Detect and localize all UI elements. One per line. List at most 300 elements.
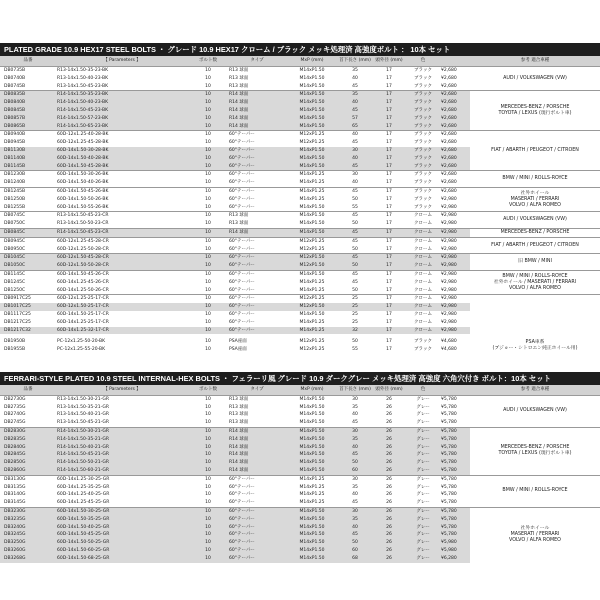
length: 40 — [338, 131, 372, 139]
price: ¥5,780 — [440, 451, 470, 459]
part-number: DB3240G — [0, 524, 56, 532]
length: 30 — [338, 428, 372, 436]
thread-size: M14xP1.50 — [286, 428, 338, 436]
bolt-type: R14 球面 — [228, 459, 286, 467]
part-number: DB3268G — [0, 555, 56, 563]
price: ¥6,280 — [440, 555, 470, 563]
price: ¥2,980 — [440, 303, 470, 311]
bolt-type: R13 球面 — [229, 75, 249, 81]
length: 40 — [338, 524, 372, 532]
bolt-type: 60°テーパー — [228, 131, 286, 139]
parameters: 60D-14x1.25-50-26-CR — [57, 287, 109, 293]
length: 45 — [338, 531, 372, 539]
parameters: 60D-14x1.50-68-25-GR — [56, 555, 188, 563]
length: 45 — [338, 451, 372, 459]
thread-size: M14xP1.50 — [286, 467, 338, 475]
table-row — [0, 475, 600, 483]
bolt-type: PSA座面 — [229, 347, 247, 353]
thread-size: M12xP1.50 — [286, 303, 338, 311]
price: ¥2,980 — [441, 221, 457, 227]
thread-size: M14xP1.25 — [299, 196, 325, 202]
bolt-type: R14 球面 — [228, 107, 286, 115]
bolt-color: グレー — [406, 451, 440, 459]
price-header — [440, 56, 470, 67]
bolt-color: ブラック — [414, 196, 432, 202]
head-diameter: 17 — [372, 171, 406, 179]
parameters: R14-14x1.50-45-23-BK — [56, 107, 188, 115]
head-diameter: 26 — [372, 547, 406, 555]
length: 50 — [352, 221, 358, 227]
part-number: DB0735B — [4, 68, 26, 73]
part-number: DB1950B — [4, 339, 26, 345]
price-header — [440, 385, 470, 396]
length: 45 — [338, 187, 372, 195]
thread-size: M14xP1.50 — [286, 115, 338, 123]
length: 40 — [352, 412, 358, 418]
length: 50 — [352, 339, 358, 345]
bolt-count: 10 — [205, 420, 211, 426]
application-cell: BMW / MINI / ROLLS-ROYCE — [470, 475, 600, 507]
bolt-color: グレー — [416, 396, 430, 402]
parameters: R14-14x1.50-60-21-GR — [56, 467, 188, 475]
head-diameter: 17 — [386, 287, 392, 293]
bolt-type: 60°テーパー — [228, 147, 286, 155]
bolt-color: グレー — [406, 539, 440, 547]
head-diameter: 26 — [372, 508, 406, 516]
bolt-type: PSA座面 — [229, 339, 247, 345]
thread-size: M14xP1.50 — [286, 155, 338, 163]
bolt-count: 10 — [188, 508, 228, 516]
price: ¥2,980 — [440, 327, 470, 335]
thread-size: M14xP1.50 — [286, 228, 338, 237]
length: 45 — [352, 279, 358, 285]
length: 65 — [338, 123, 372, 131]
parameters: R14-14x1.50-50-21-GR — [56, 459, 188, 467]
length: 55 — [352, 204, 358, 210]
thread-size: M14xP1.25 — [299, 492, 325, 498]
application-cell: BMW / MINI / ROLLS-ROYCE 社外ホイール / MASERATI / FERRARI VOLVO / ALFA ROMEO — [470, 270, 600, 294]
head-diameter: 17 — [372, 327, 406, 335]
head-diameter: 17 — [372, 99, 406, 107]
application-header: 参考 適合車種 — [470, 56, 600, 67]
length: 55 — [352, 347, 358, 353]
bolt-color: ブラック — [406, 163, 440, 171]
bolt-count: 10 — [205, 484, 211, 490]
bolt-count: 10 — [205, 196, 211, 202]
price: ¥5,780 — [441, 420, 457, 426]
head-diameter: 17 — [372, 237, 406, 245]
head-diameter: 17 — [372, 147, 406, 155]
head-diameter: 17 — [372, 115, 406, 123]
parameters: R14-14x1.50-57-23-BK — [56, 115, 188, 123]
head-diameter-header: 頭外径 (mm) — [372, 385, 406, 396]
head-diameter: 26 — [372, 467, 406, 475]
bolt-type: 60°テーパー — [228, 555, 286, 563]
part-number: DB1017C25 — [0, 303, 56, 311]
length: 35 — [352, 404, 358, 410]
application-cell: FIAT / ABARTH / PEUGEOT / CITROEN — [470, 237, 600, 254]
bolt-count: 10 — [205, 319, 211, 325]
parameters: 60D-14x1.50-40-26-BK — [57, 180, 109, 186]
bolt-color: ブラック — [414, 68, 432, 73]
bolt-color: ブラック — [414, 140, 432, 146]
price: ¥2,980 — [441, 311, 457, 317]
bolt-count-header: ボルト数 — [188, 56, 228, 67]
thread-size: M14xP1.50 — [299, 311, 325, 317]
price: ¥2,980 — [441, 196, 457, 202]
head-diameter: 17 — [386, 204, 392, 210]
part-number: DB0865B — [0, 123, 56, 131]
bolt-type: 60°テーパー — [228, 475, 286, 483]
bolt-count: 10 — [205, 204, 211, 210]
price: ¥5,780 — [440, 428, 470, 436]
parameters: 60D-14x1.50-40-28-BK — [56, 155, 188, 163]
table-row — [0, 171, 600, 179]
bolt-count: 10 — [188, 436, 228, 444]
price: ¥2,980 — [440, 237, 470, 245]
application-cell: MERCEDES-BENZ / PORSCHE TOYOTA / LEXUS (現行ボルト車) — [470, 91, 600, 131]
thread-size: M14xP1.50 — [299, 83, 325, 89]
table-row — [0, 212, 600, 220]
bolt-count-header: ボルト数 — [188, 385, 228, 396]
length: 35 — [338, 436, 372, 444]
bolt-type: 60°テーパー — [228, 262, 286, 270]
thread-size: M14xP1.50 — [286, 524, 338, 532]
parameters: 60D-14x1.25-30-25-GR — [56, 475, 188, 483]
thread-size: M12xP1.25 — [299, 347, 325, 353]
parameters: R14-14x1.50-40-23-BK — [56, 99, 188, 107]
thread-size: M14xP1.25 — [299, 319, 325, 325]
head-diameter: 17 — [386, 311, 392, 317]
type-header: タイプ — [228, 385, 286, 396]
thread-size: M14xP1.25 — [299, 279, 325, 285]
bolt-color: ブラック — [406, 107, 440, 115]
price: ¥5,780 — [441, 500, 457, 506]
bolt-type: 60°テーパー — [228, 547, 286, 555]
bolt-type: R13 球面 — [229, 68, 249, 73]
application-cell: AUDI / VOLKSWAGEN (VW) — [470, 67, 600, 91]
thread-size: M14xP1.50 — [286, 163, 338, 171]
bolt-type: R13 球面 — [229, 221, 249, 227]
parameters: R13-14x1.50-30-21-GR — [57, 396, 109, 402]
length: 40 — [352, 75, 358, 81]
head-diameter: 17 — [372, 91, 406, 99]
price: ¥2,980 — [441, 319, 457, 325]
price: ¥2,680 — [440, 123, 470, 131]
type-header: タイプ — [228, 56, 286, 67]
length: 40 — [352, 180, 358, 186]
bolt-color: ブラック — [406, 91, 440, 99]
parameters: 60D-14x1.25-45-26-CR — [57, 279, 109, 285]
bolt-color: ブラック — [406, 115, 440, 123]
head-diameter: 26 — [386, 396, 392, 402]
part-number: DB1245B — [0, 187, 56, 195]
bolt-type: R14 球面 — [228, 91, 286, 99]
length: 32 — [338, 327, 372, 335]
bolt-color: クローム — [406, 303, 440, 311]
parameters: 60D-14x1.50-45-26-BK — [56, 187, 188, 195]
price: ¥2,680 — [440, 147, 470, 155]
parameters: 60D-12x1.25-45-28-CR — [56, 237, 188, 245]
thread-size: M14xP1.50 — [286, 508, 338, 516]
thread-size: M14xP1.50 — [286, 270, 338, 278]
parameters: R13-14x1.50-40-21-GR — [57, 412, 109, 418]
thread-size: M14xP1.50 — [299, 412, 325, 418]
thread-size: M14xP1.25 — [286, 475, 338, 483]
bolt-color: グレー — [406, 531, 440, 539]
price: ¥2,680 — [440, 107, 470, 115]
length: 30 — [338, 508, 372, 516]
length: 40 — [338, 444, 372, 452]
color-header: 色 — [406, 56, 440, 67]
bolt-type: 60°テーパー — [228, 516, 286, 524]
thread-size: M14xP1.50 — [299, 396, 325, 402]
length: 40 — [352, 492, 358, 498]
parameters: 60D-14x1.50-60-25-GR — [56, 547, 188, 555]
bolt-count: 10 — [188, 212, 228, 220]
bolt-type: 60°テーパー — [229, 484, 255, 490]
thread-size: M12xP1.25 — [286, 131, 338, 139]
thread-size: M14xP1.25 — [299, 287, 325, 293]
bolt-count: 10 — [205, 412, 211, 418]
part-number: DB1245C — [4, 279, 26, 285]
bolt-count: 10 — [205, 287, 211, 293]
part-number: DB1045C — [0, 254, 56, 262]
thread-size: M12xP1.50 — [286, 254, 338, 262]
parameters: PC-12x1.25-50-20-BK — [57, 339, 106, 345]
length: 25 — [352, 319, 358, 325]
length-header: 首下長さ (mm) — [338, 56, 372, 67]
bolt-color: グレー — [406, 547, 440, 555]
part-number: DB2740G — [4, 412, 26, 418]
length: 45 — [338, 107, 372, 115]
parameters: R14-14x1.50-65-23-BK — [56, 123, 188, 131]
table-row — [0, 131, 600, 139]
bolt-type: R13 球面 — [229, 83, 249, 89]
thread-size: M14xP1.50 — [286, 147, 338, 155]
bolt-type: 60°テーパー — [229, 319, 255, 325]
application-cell: MERCEDES-BENZ / PORSCHE TOYOTA / LEXUS (現行ボルト車) — [470, 428, 600, 476]
parameters: R13-14x1.50-35-23-BK — [57, 68, 109, 73]
thread-size: M12xP1.25 — [299, 246, 325, 252]
bolt-count: 10 — [188, 171, 228, 179]
part-number: DB0940B — [0, 131, 56, 139]
head-diameter: 26 — [386, 404, 392, 410]
bolt-type: 60°テーパー — [229, 140, 255, 146]
price: ¥2,680 — [440, 99, 470, 107]
thread-size: M14xP1.25 — [299, 484, 325, 490]
part-number: DB0750C — [4, 221, 26, 227]
part-number: DB1217C32 — [0, 327, 56, 335]
length: 50 — [352, 287, 358, 293]
bolt-count: 10 — [188, 295, 228, 303]
parameters: R14-14x1.50-40-21-GR — [56, 444, 188, 452]
thread-size: M14xP1.50 — [286, 91, 338, 99]
head-diameter: 17 — [386, 75, 392, 81]
bolt-count: 10 — [205, 279, 211, 285]
length: 45 — [338, 270, 372, 278]
bolt-count: 10 — [205, 500, 211, 506]
bolt-count: 10 — [205, 404, 211, 410]
part-number: DB1117C25 — [4, 311, 31, 317]
application-cell: 旧 BMW / MINI — [470, 254, 600, 271]
bolt-color: クローム — [406, 228, 440, 237]
bolt-count: 10 — [188, 163, 228, 171]
part-number: DB1240B — [4, 180, 26, 186]
price: ¥2,980 — [441, 279, 457, 285]
thread-size: M14xP1.50 — [286, 547, 338, 555]
bolt-color: クローム — [414, 311, 432, 317]
thread-size: M14xP1.50 — [286, 516, 338, 524]
head-diameter: 17 — [386, 83, 392, 89]
price: ¥4,680 — [441, 347, 457, 353]
bolt-type: 60°テーパー — [228, 531, 286, 539]
bolt-count: 10 — [188, 516, 228, 524]
part-number: DB3130G — [0, 475, 56, 483]
part-number: DB0950C — [4, 246, 26, 252]
length: 50 — [338, 262, 372, 270]
bolt-type: 60°テーパー — [229, 196, 255, 202]
bolt-type: 60°テーパー — [228, 237, 286, 245]
bolt-count: 10 — [188, 131, 228, 139]
bolt-color: クローム — [406, 327, 440, 335]
thread-size: M14xP1.50 — [286, 123, 338, 131]
application-header: 参考 適合車種 — [470, 385, 600, 396]
bolt-count: 10 — [188, 155, 228, 163]
length: 60 — [338, 467, 372, 475]
bolt-type: 60°テーパー — [229, 311, 255, 317]
bolt-count: 10 — [205, 180, 211, 186]
part-number: DB1217C25 — [4, 319, 31, 325]
head-diameter: 26 — [372, 444, 406, 452]
part-number-header: 品番 — [0, 385, 56, 396]
head-diameter-header: 頭外径 (mm) — [372, 56, 406, 67]
part-number: DB0845C — [0, 228, 56, 237]
parameters: 60D-14x1.50-50-25-GR — [56, 539, 188, 547]
head-diameter: 17 — [386, 347, 392, 353]
table-row — [0, 338, 600, 346]
application-cell: AUDI / VOLKSWAGEN (VW) — [470, 395, 600, 427]
thread-size: M14xP1.50 — [299, 420, 325, 426]
price: ¥2,980 — [440, 228, 470, 237]
bolt-type: 60°テーパー — [229, 500, 255, 506]
parameters-header: 【 Parameters 】 — [56, 56, 188, 67]
bolt-count: 10 — [188, 115, 228, 123]
table-row — [0, 237, 600, 245]
bolt-color: クローム — [414, 319, 432, 325]
bolt-count: 10 — [188, 262, 228, 270]
length: 30 — [338, 171, 372, 179]
price: ¥2,980 — [440, 270, 470, 278]
bolt-type: 60°テーパー — [228, 524, 286, 532]
bolt-color: クローム — [406, 237, 440, 245]
color-header: 色 — [406, 385, 440, 396]
head-diameter: 17 — [372, 131, 406, 139]
thread-size: M12xP1.25 — [286, 295, 338, 303]
head-diameter: 26 — [372, 555, 406, 563]
parameters: R13-14x1.50-50-23-CR — [57, 221, 109, 227]
bolt-type: R13 球面 — [229, 396, 249, 402]
head-diameter: 26 — [386, 500, 392, 506]
price: ¥5,780 — [440, 524, 470, 532]
length: 68 — [338, 555, 372, 563]
bolt-type: 60°テーパー — [228, 295, 286, 303]
bolt-type: 60°テーパー — [229, 180, 255, 186]
parameters: 60D-14x1.25-35-25-GR — [57, 484, 110, 490]
price: ¥5,780 — [440, 436, 470, 444]
price: ¥5,980 — [440, 547, 470, 555]
parameters: 60D-12x1.50-25-17-CR — [56, 303, 188, 311]
thread-size: M14xP1.50 — [286, 531, 338, 539]
head-diameter: 26 — [386, 420, 392, 426]
bolt-color: グレー — [416, 412, 430, 418]
bolt-count: 10 — [188, 327, 228, 335]
bolt-type: 60°テーパー — [228, 254, 286, 262]
bolt-count: 10 — [205, 396, 211, 402]
bolt-color: グレー — [406, 475, 440, 483]
parameters: PC-12x1.25-55-20-BK — [57, 347, 106, 353]
thread-size: M14xP1.50 — [299, 204, 325, 210]
thread-size: M14xP1.50 — [286, 459, 338, 467]
thread-size: M14xP1.50 — [286, 212, 338, 220]
head-diameter: 17 — [372, 303, 406, 311]
price: ¥2,680 — [440, 115, 470, 123]
bolt-count: 10 — [188, 99, 228, 107]
part-number: DB0945C — [0, 237, 56, 245]
part-number: DB0945B — [4, 140, 26, 146]
part-number: DB2730G — [4, 396, 26, 402]
thread-size: M14xP1.25 — [286, 187, 338, 195]
section2-title: FERRARI-STYLE PLATED 10.9 STEEL INTERNAL-HEX BOLTS ・ フェラーリ風 グレード 10.9 ダークグレー メッキ処理済 高強度 六角穴付き ボルト：10本 セット — [0, 372, 600, 385]
bolt-type: R13 球面 — [229, 412, 249, 418]
bolt-color: グレー — [406, 555, 440, 563]
part-number: DB1140B — [0, 155, 56, 163]
length: 50 — [352, 246, 358, 252]
bolt-count: 10 — [188, 444, 228, 452]
table-row — [0, 187, 600, 195]
bolt-type: R14 球面 — [228, 436, 286, 444]
part-number: DB3245G — [0, 531, 56, 539]
bolt-count: 10 — [205, 75, 211, 81]
bolt-count: 10 — [188, 531, 228, 539]
price: ¥5,780 — [441, 412, 457, 418]
price: ¥5,780 — [440, 508, 470, 516]
price: ¥2,680 — [441, 75, 457, 81]
parameters: 60D-12x1.25-45-28-BK — [57, 140, 109, 146]
bolt-color: クローム — [414, 279, 432, 285]
thread-size: M14xP1.25 — [299, 500, 325, 506]
length: 30 — [338, 147, 372, 155]
length: 45 — [352, 140, 358, 146]
thread-header: MxP (mm) — [286, 385, 338, 396]
thread-size: M14xP1.25 — [299, 180, 325, 186]
parameters: 60D-14x1.50-50-26-BK — [57, 196, 109, 202]
head-diameter: 26 — [372, 436, 406, 444]
bolt-count: 10 — [205, 339, 211, 345]
bolt-type: 60°テーパー — [228, 163, 286, 171]
parameters: 60D-14x1.50-45-26-CR — [56, 270, 188, 278]
bolt-color: ブラック — [406, 155, 440, 163]
price: ¥5,780 — [440, 516, 470, 524]
head-diameter: 17 — [372, 295, 406, 303]
parameters: 60D-12x1.25-50-28-CR — [57, 246, 109, 252]
section1-title: PLATED GRADE 10.9 HEX17 STEEL BOLTS ・ グレード 10.9 HEX17 クローム / ブラック メッキ処理済 高強度ボルト ： 10本 セット — [0, 43, 600, 56]
head-diameter: 17 — [372, 254, 406, 262]
psa-table — [0, 338, 600, 354]
table-row — [0, 254, 600, 262]
bolt-color: ブラック — [406, 171, 440, 179]
head-diameter: 17 — [386, 196, 392, 202]
